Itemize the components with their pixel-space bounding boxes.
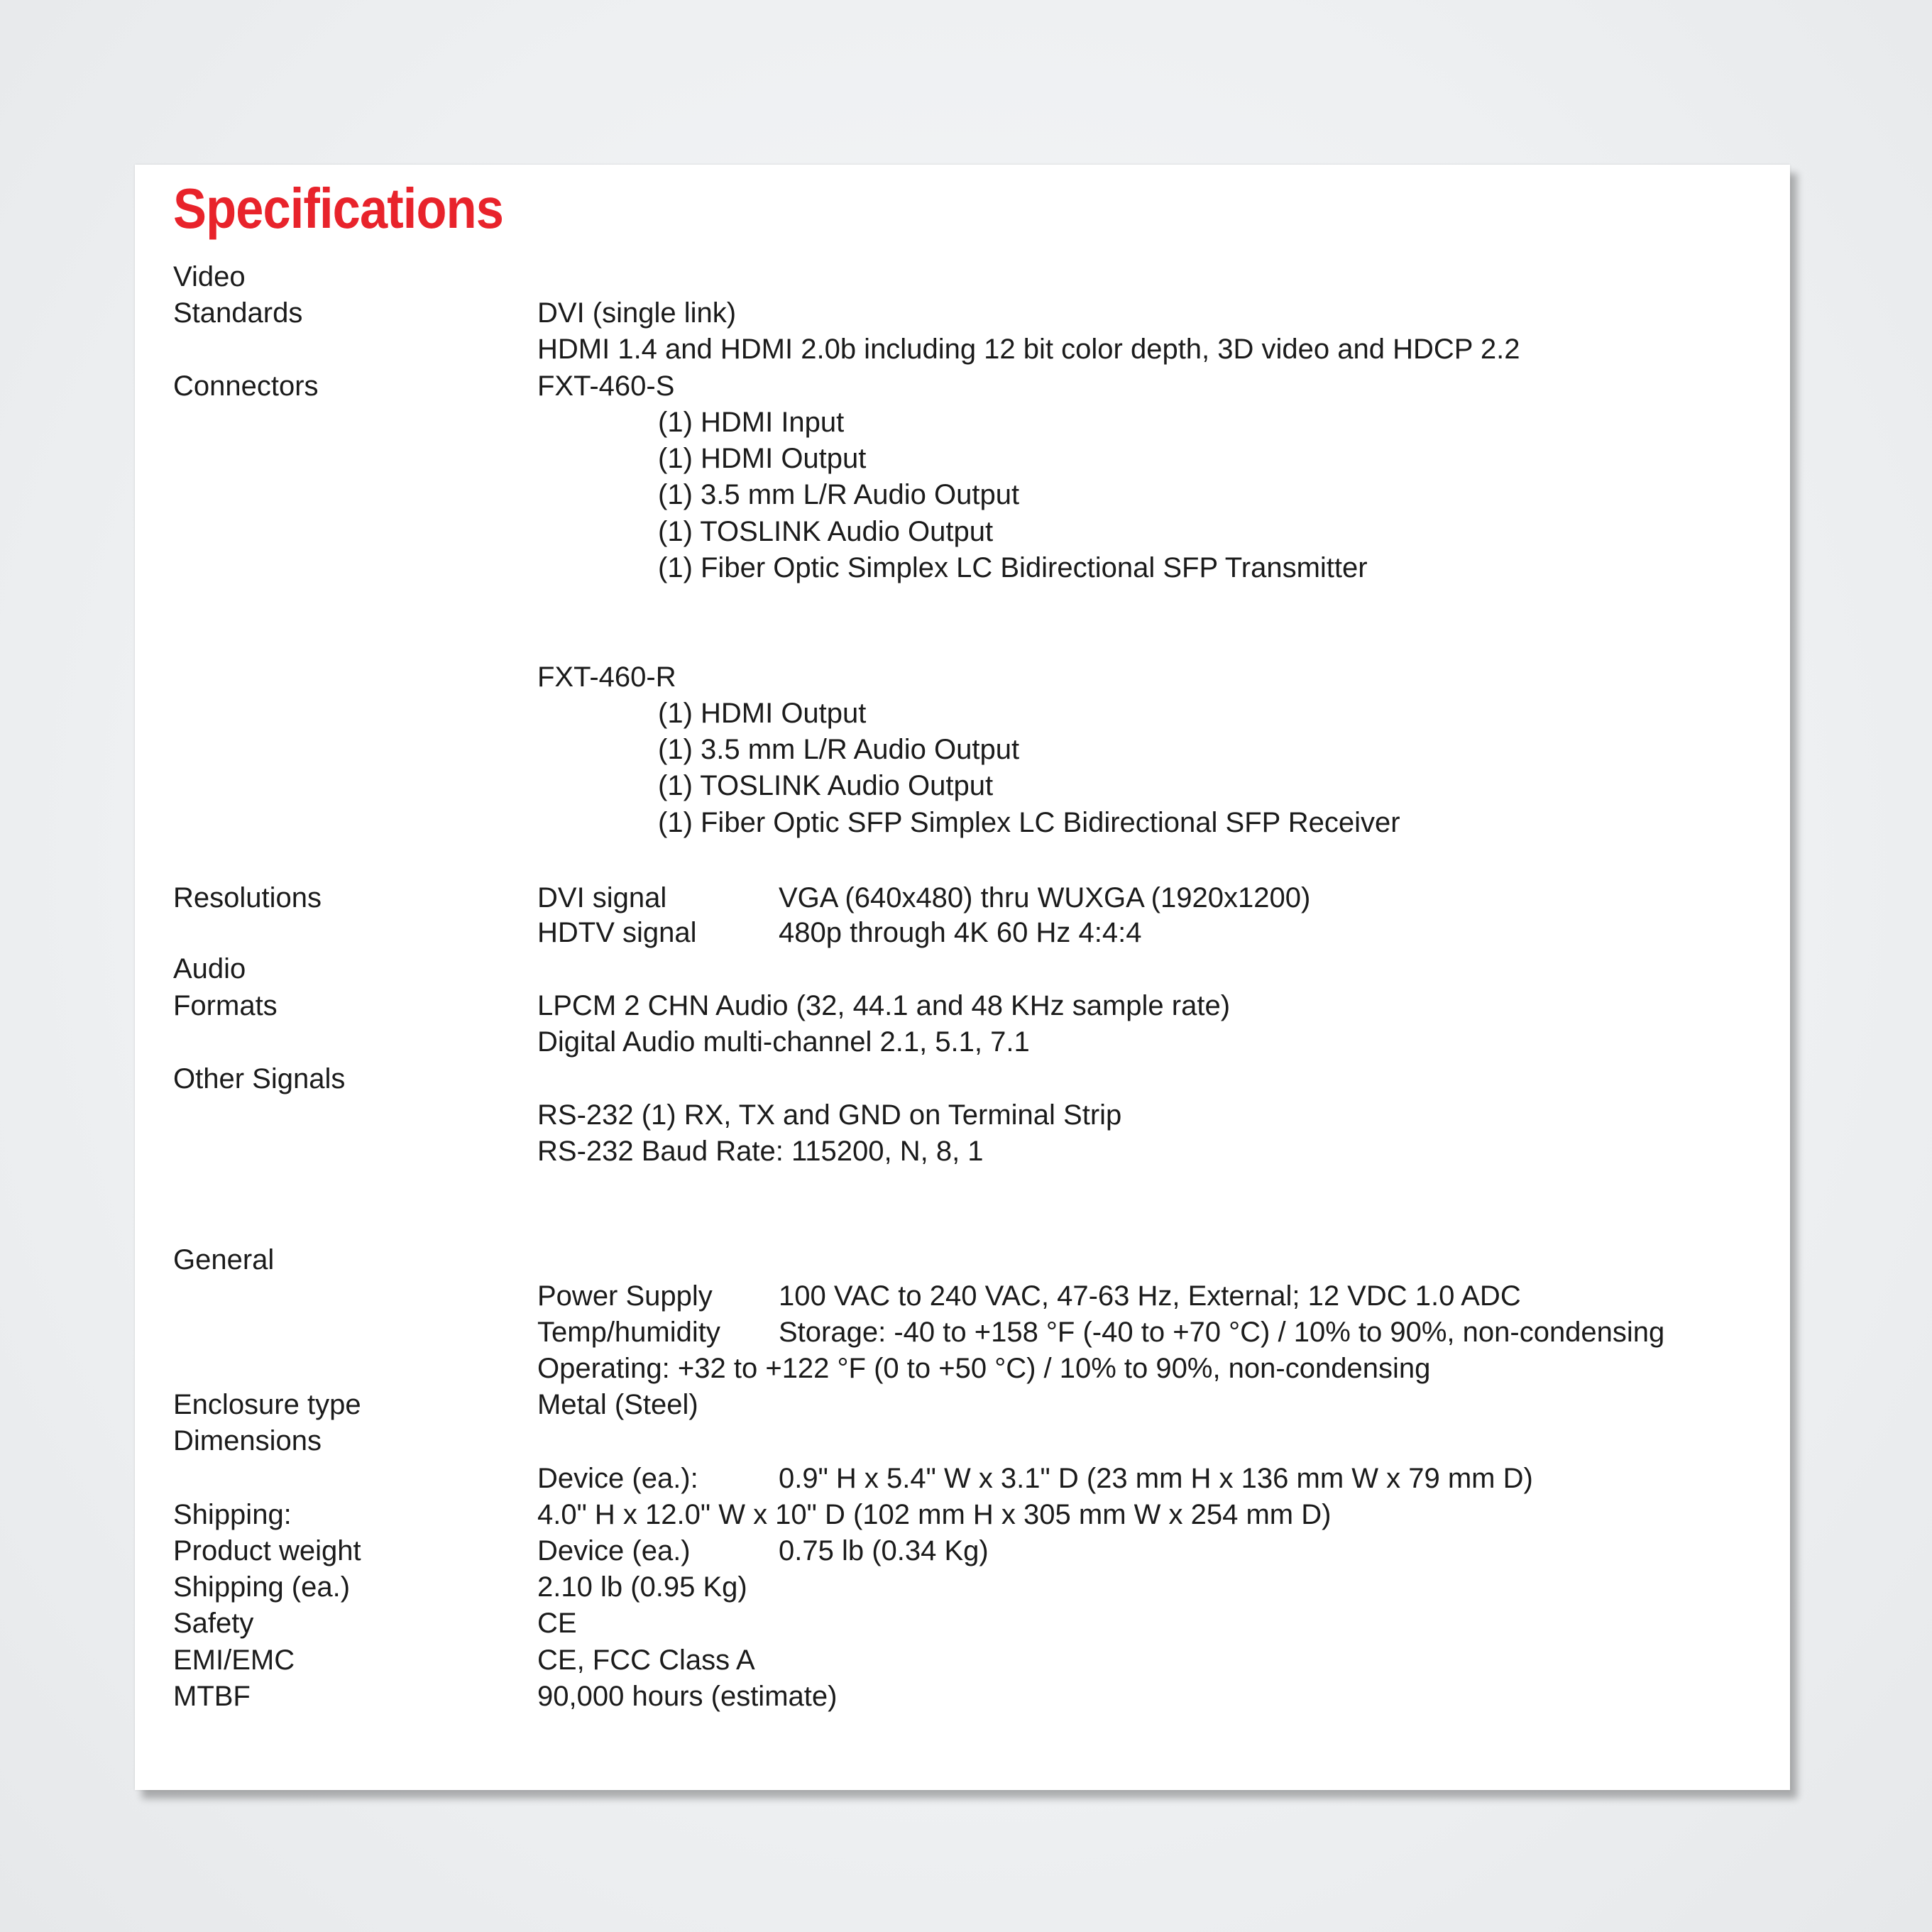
shipping-dimensions-value: 4.0" H x 12.0" W x 10" D (102 mm H x 305 mm W x 254 mm D) (537, 1499, 1332, 1530)
connector-item: (1) 3.5 mm L/R Audio Output (658, 734, 1020, 765)
safety-value: CE (537, 1608, 577, 1639)
connector-item: (1) HDMI Input (658, 407, 845, 438)
connector-item: (1) TOSLINK Audio Output (658, 770, 994, 801)
temp-humidity-operating: Operating: +32 to +122 °F (0 to +50 °C) / 10% to 90%, non-condensing (537, 1353, 1431, 1384)
page-title: Specifications (173, 177, 503, 240)
connector-item: (1) TOSLINK Audio Output (658, 516, 994, 547)
resolution-hdtv-value: 480p through 4K 60 Hz 4:4:4 (779, 917, 1142, 948)
connector-model-transmitter: FXT-460-S (537, 371, 675, 402)
standards-dvi: DVI (single link) (537, 297, 737, 329)
label-general: General (173, 1244, 275, 1275)
connector-item: (1) HDMI Output (658, 443, 867, 474)
label-standards: Standards (173, 297, 303, 329)
connector-item: (1) 3.5 mm L/R Audio Output (658, 479, 1020, 510)
power-supply-value: 100 VAC to 240 VAC, 47-63 Hz, External; 12 VDC 1.0 ADC (779, 1280, 1521, 1312)
resolution-dvi-value: VGA (640x480) thru WUXGA (1920x1200) (779, 882, 1311, 913)
label-connectors: Connectors (173, 371, 319, 402)
label-mtbf: MTBF (173, 1681, 251, 1712)
temp-humidity-storage: Storage: -40 to +158 °F (-40 to +70 °C) / 10% to 90%, non-condensing (779, 1317, 1665, 1348)
audio-format: LPCM 2 CHN Audio (32, 44.1 and 48 KHz sample rate) (537, 990, 1231, 1021)
product-weight-label: Device (ea.) (537, 1535, 691, 1566)
connector-model-receiver: FXT-460-R (537, 662, 676, 693)
connector-item: (1) Fiber Optic SFP Simplex LC Bidirectional SFP Receiver (658, 807, 1400, 838)
label-formats: Formats (173, 990, 278, 1021)
temp-humidity-label: Temp/humidity (537, 1317, 720, 1348)
power-supply-label: Power Supply (537, 1280, 713, 1312)
label-shipping-ea: Shipping (ea.) (173, 1571, 351, 1603)
spec-sheet (135, 165, 1790, 1790)
label-audio: Audio (173, 953, 246, 984)
label-safety: Safety (173, 1608, 254, 1639)
other-signal: RS-232 Baud Rate: 115200, N, 8, 1 (537, 1136, 984, 1167)
label-shipping: Shipping: (173, 1499, 292, 1530)
enclosure-value: Metal (Steel) (537, 1389, 698, 1420)
connector-item: (1) Fiber Optic Simplex LC Bidirectional SFP Transmitter (658, 552, 1368, 583)
resolution-hdtv-label: HDTV signal (537, 917, 697, 948)
product-weight-value: 0.75 lb (0.34 Kg) (779, 1535, 989, 1566)
resolution-dvi-label: DVI signal (537, 882, 667, 913)
shipping-weight-value: 2.10 lb (0.95 Kg) (537, 1571, 747, 1603)
other-signal: RS-232 (1) RX, TX and GND on Terminal Strip (537, 1099, 1122, 1131)
connector-item: (1) HDMI Output (658, 698, 867, 729)
device-dimensions-value: 0.9" H x 5.4" W x 3.1" D (23 mm H x 136 mm W x 79 mm D) (779, 1463, 1533, 1494)
device-dimensions-label: Device (ea.): (537, 1463, 698, 1494)
label-video: Video (173, 261, 246, 292)
label-resolutions: Resolutions (173, 882, 322, 913)
label-dimensions: Dimensions (173, 1425, 322, 1456)
label-other-signals: Other Signals (173, 1063, 346, 1094)
standards-hdmi: HDMI 1.4 and HDMI 2.0b including 12 bit color depth, 3D video and HDCP 2.2 (537, 334, 1520, 365)
emi-emc-value: CE, FCC Class A (537, 1645, 755, 1676)
label-emi-emc: EMI/EMC (173, 1645, 295, 1676)
audio-format: Digital Audio multi-channel 2.1, 5.1, 7.1 (537, 1026, 1030, 1058)
label-product-weight: Product weight (173, 1535, 361, 1566)
mtbf-value: 90,000 hours (estimate) (537, 1681, 838, 1712)
label-enclosure-type: Enclosure type (173, 1389, 361, 1420)
